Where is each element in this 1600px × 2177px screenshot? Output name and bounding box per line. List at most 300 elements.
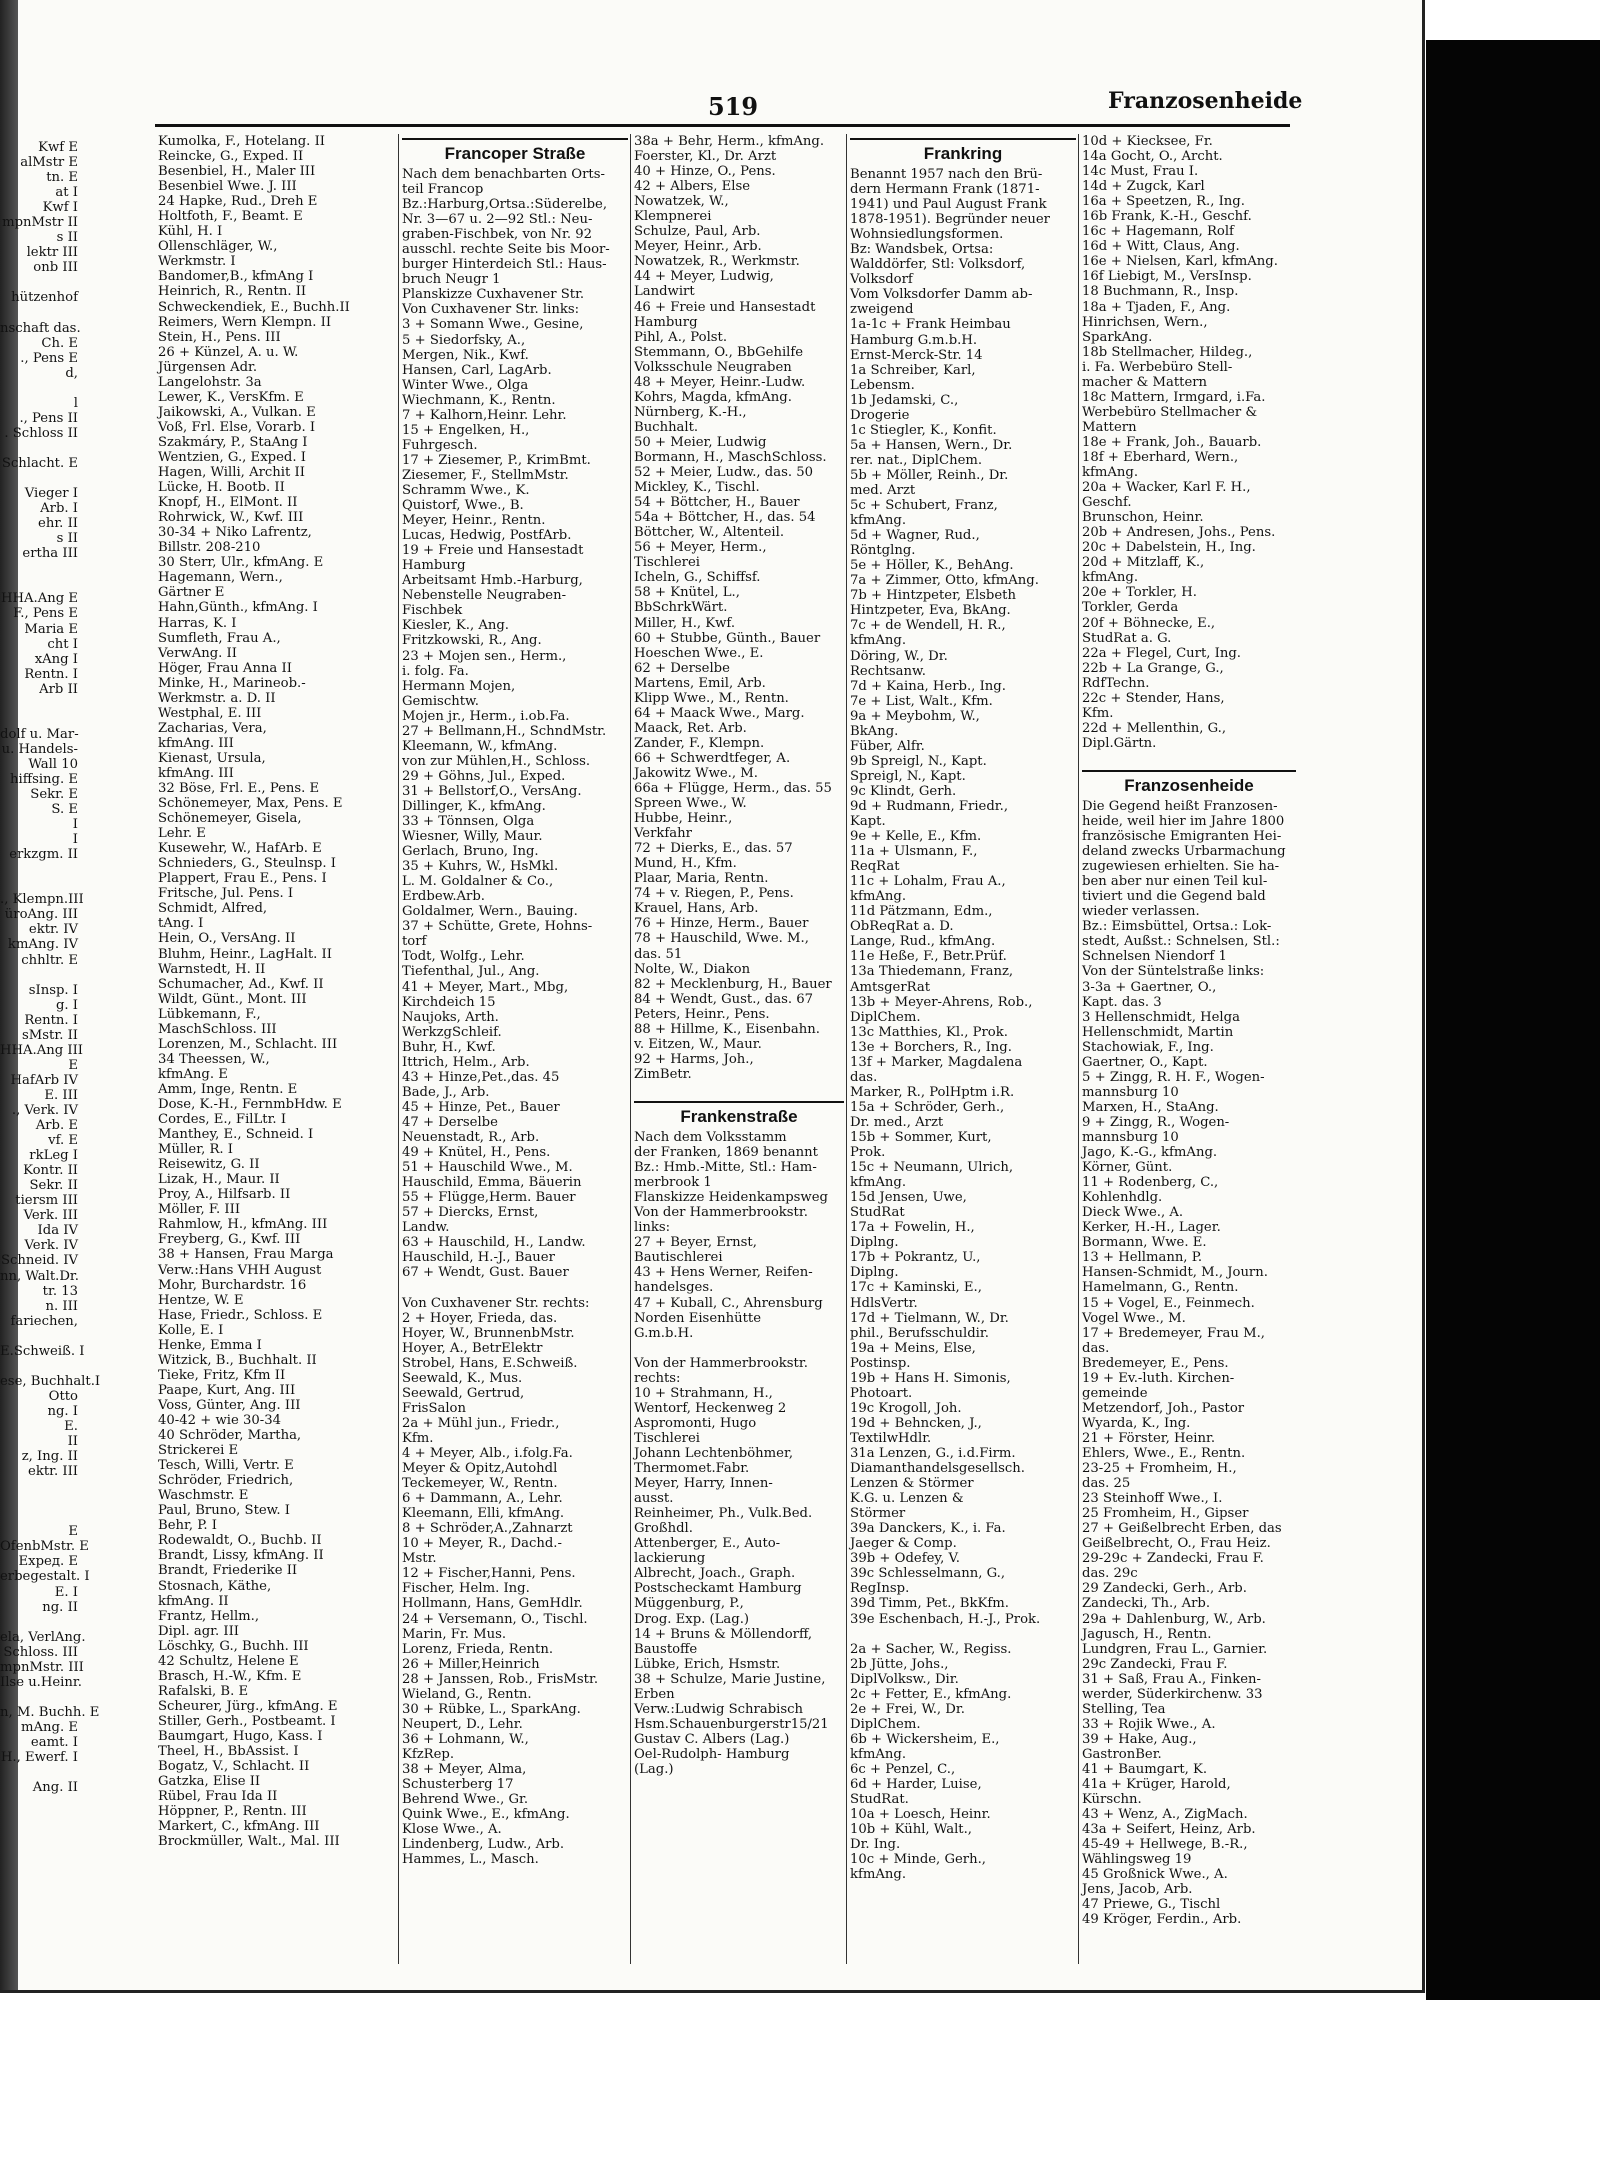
directory-entry: wieder verlassen. [1082, 904, 1200, 920]
directory-entry: HHA.Ang III [0, 1042, 83, 1058]
directory-entry: Tischlerei [634, 1430, 701, 1446]
directory-entry: Klempnerei [634, 209, 712, 225]
directory-entry: Plappert, Frau E., Pens. I [158, 871, 327, 887]
directory-entry: Voss, Günter, Ang. III [158, 1397, 301, 1413]
directory-entry: 5c + Schubert, Franz, [850, 498, 998, 514]
column-2 [402, 134, 628, 1964]
directory-entry: ., Verk. IV [11, 1103, 78, 1118]
directory-entry: alMstr E [20, 155, 78, 171]
directory-entry: Möller, F. III [158, 1202, 241, 1218]
directory-entry: 32 Böse, Frl. E., Pens. E [158, 781, 320, 797]
directory-entry: kfmAng. III [158, 765, 234, 781]
directory-entry: Icheln, G., Schiffsf. [634, 570, 761, 586]
directory-entry: Körner, Günt. [1082, 1160, 1173, 1176]
directory-entry: 22b + La Grange, G., [1082, 660, 1224, 676]
directory-entry: Stosnach, Käthe, [158, 1578, 272, 1594]
directory-entry: 24 Hapke, Rud., Dreh E [158, 194, 318, 210]
directory-entry: 26 + Künzel, A. u. W. [158, 344, 299, 360]
directory-entry: Lenzen & Störmer [850, 1476, 974, 1492]
directory-entry: Billstr. 208-210 [158, 540, 261, 556]
directory-entry: Knopf, H., ElMont. II [158, 495, 298, 511]
directory-entry: 29c Zandecki, Frau F. [1082, 1656, 1228, 1672]
directory-entry [0, 441, 78, 456]
section-rule [850, 138, 1076, 140]
directory-entry: Photoart. [850, 1385, 913, 1401]
directory-entry: Nowatzek, W., [634, 194, 729, 210]
directory-entry: links: [634, 1220, 671, 1236]
directory-entry: Döring, W., Dr. [850, 648, 948, 664]
directory-entry: HafArb IV [10, 1072, 78, 1088]
header-rule [155, 124, 1290, 127]
directory-entry: DiplChem. [850, 1009, 921, 1025]
directory-entry: Verk. III [23, 1208, 78, 1224]
directory-entry: Fritsche, Jul. Pens. I [158, 886, 294, 902]
directory-entry: Maria E [24, 621, 78, 637]
directory-entry: deland zwecks Urbarmachung [1082, 844, 1286, 860]
directory-entry: 13b + Meyer-Ahrens, Rob., [850, 994, 1033, 1010]
directory-entry: Fritzkowski, R., Ang. [402, 633, 542, 649]
directory-entry: Wildt, Günt., Mont. III [158, 991, 307, 1007]
directory-entry: Bormann, Wwe. E. [1082, 1235, 1207, 1251]
directory-entry: Nolte, W., Diakon [634, 961, 751, 977]
directory-entry: 15b + Sommer, Kurt, [850, 1130, 992, 1145]
section-rule [634, 1101, 844, 1103]
directory-entry: Dipl.Gärtn. [1082, 735, 1157, 751]
directory-entry: Jago, K.-G., kfmAng. [1082, 1145, 1218, 1161]
directory-entry: Kwf I [42, 200, 78, 216]
directory-entry: kfmAng. II [158, 1593, 229, 1609]
directory-entry: Hauschild, H.-J., Bauer [402, 1250, 555, 1266]
directory-entry: tiviert und die Gegend bald [1082, 889, 1266, 905]
directory-entry: vf. E [48, 1133, 78, 1149]
directory-entry: 18 Buchmann, R., Insp. [1082, 284, 1239, 300]
directory-entry: kmAng. IV [7, 937, 78, 953]
directory-entry: StudRat a. G. [1082, 630, 1172, 646]
directory-entry: xAng I [34, 651, 78, 667]
directory-entry: Hase, Friedr., Schloss. E [158, 1307, 323, 1323]
directory-entry: Gaertner, O., Kapt. [1082, 1054, 1208, 1070]
directory-entry: Schnelsen Niendorf 1 [1082, 949, 1227, 965]
directory-entry [0, 1479, 78, 1494]
directory-entry: Rentn. I [24, 666, 78, 682]
directory-entry: Ehlers, Wwe., E., Rentn. [1082, 1445, 1246, 1461]
directory-entry: Szakmáry, P., StaAng I [158, 434, 308, 450]
directory-entry: Lindenberg, Ludw., Arb. [402, 1837, 565, 1853]
directory-entry: g. I [55, 997, 78, 1013]
directory-entry: Kürschn. [1082, 1792, 1142, 1808]
directory-entry [634, 1082, 844, 1097]
directory-entry: 82 + Mecklenburg, H., Bauer [634, 976, 832, 992]
directory-entry: Jaikowski, A., Vulkan. E [158, 404, 316, 420]
directory-entry: Schröder, Friedrich, [158, 1473, 294, 1489]
directory-entry: Reimers, Wern Klempn. II [158, 314, 332, 330]
directory-entry: Martens, Emil, Arb. [634, 675, 766, 691]
directory-entry: Stemmann, O., BbGehilfe [634, 344, 804, 360]
directory-entry: 17d + Tielmann, W., Dr. [850, 1310, 1009, 1326]
directory-entry: VerwAng. II [158, 645, 237, 661]
directory-entry: Bandomer,B., kfmAng I [158, 269, 314, 285]
directory-entry: Volksdorf [850, 272, 913, 288]
directory-entry: mpnMstr II [2, 215, 78, 231]
directory-entry: 5b + Möller, Reinh., Dr. [850, 467, 1009, 483]
directory-entry: Zacharias, Vera, [158, 720, 267, 736]
directory-entry: das. [1082, 1340, 1110, 1356]
directory-entry: 2a + Sacher, W., Regiss. [850, 1641, 1012, 1657]
directory-entry: Werkmstr. I [158, 254, 236, 270]
directory-entry: Dipl. agr. III [158, 1623, 240, 1639]
directory-entry: HHA.Ang E [1, 591, 78, 607]
directory-entry: Albrecht, Joach., Graph. [634, 1566, 796, 1582]
directory-entry: 72 + Dierks, E., das. 57 [634, 841, 793, 857]
directory-entry: Kolle, E. I [158, 1322, 224, 1338]
directory-entry: . Schloss II [4, 425, 78, 441]
directory-entry: bruch Neugr 1 [402, 272, 501, 288]
directory-entry: Prok. [850, 1145, 886, 1161]
directory-entry: 24 + Versemann, O., Tischl. [402, 1611, 588, 1627]
directory-entry: Hammes, L., Masch. [402, 1852, 539, 1868]
directory-entry: s II [56, 230, 78, 246]
directory-entry: 38 + Schulze, Marie Justine, [634, 1671, 826, 1687]
directory-entry: kfmAng. [850, 1867, 907, 1883]
directory-entry: Kfm. [1082, 705, 1114, 721]
directory-entry: 5 + Siedorfsky, A., [402, 332, 526, 348]
directory-entry: Von Cuxhavener Str. rechts: [402, 1295, 590, 1311]
directory-entry: Nebenstelle Neugraben- [402, 588, 567, 604]
directory-entry: 3 + Somann Wwe., Gesine, [402, 317, 584, 333]
directory-entry: Rodewaldt, O., Buchb. II [158, 1533, 322, 1549]
directory-entry [0, 1494, 78, 1509]
directory-entry: üroAng. III [4, 907, 78, 923]
directory-entry: Kleemann, W., kfmAng. [402, 738, 558, 754]
directory-entry [0, 1690, 78, 1705]
directory-entry: Von der Hammerbrookstr. [634, 1205, 808, 1221]
directory-entry: 9d + Rudmann, Friedr., [850, 798, 1009, 814]
directory-entry: Sumfleth, Frau A., [158, 630, 281, 646]
directory-entry: 8 + Schröder,A.,Zahnarzt [402, 1521, 573, 1537]
directory-entry: Von Cuxhavener Str. links: [402, 302, 580, 318]
directory-entry: Diplng. [850, 1235, 899, 1251]
directory-entry: Tieke, Fritz, Kfm II [158, 1367, 286, 1383]
directory-entry: Mattern [1082, 419, 1137, 435]
directory-entry: Rafalski, B. E [158, 1683, 249, 1699]
directory-entry: Nach dem Volksstamm [634, 1130, 787, 1145]
directory-entry: Seewald, K., Mus. [402, 1370, 523, 1386]
directory-entry: 52 + Meier, Ludw., das. 50 [634, 465, 814, 481]
directory-entry: 20f + Böhnecke, E., [1082, 615, 1216, 631]
directory-entry: Schönemeyer, Max, Pens. E [158, 796, 343, 812]
directory-entry: Ilse u.Heinr. [0, 1674, 82, 1690]
directory-entry: kfmAng. [850, 513, 907, 529]
directory-entry: Wentorf, Heckenweg 2 [634, 1400, 787, 1416]
directory-entry [0, 275, 78, 290]
directory-entry: 38a + Behr, Herm., kfmAng. [634, 134, 825, 149]
directory-entry: Expeд. E [18, 1554, 78, 1570]
directory-entry: 41a + Krüger, Harold, [1082, 1777, 1231, 1793]
directory-entry: 12 + Fischer,Hanni, Pens. [402, 1566, 576, 1582]
directory-entry: Hamburg [634, 314, 698, 330]
directory-entry: Gatzka, Elise II [158, 1774, 261, 1790]
directory-entry: Flanskizze Heidenkampsweg [634, 1190, 828, 1206]
directory-entry: E. I [54, 1584, 78, 1600]
directory-entry: 39d Timm, Pet., BkKfm. [850, 1596, 1009, 1612]
directory-entry: 10 + Meyer, R., Dachd.- [402, 1536, 562, 1552]
directory-entry: 7a + Zimmer, Otto, kfmAng. [850, 573, 1039, 589]
directory-entry: Stiller, Gerh., Postbeamt. I [158, 1713, 336, 1729]
column-5 [1082, 134, 1296, 1964]
directory-entry: 27 + Geißelbrecht Erben, das [1082, 1521, 1282, 1537]
directory-entry: 11c + Lohalm, Frau A., [850, 874, 1006, 890]
directory-entry: Attenberger, E., Auto- [634, 1536, 781, 1552]
directory-entry: Winter Wwe., Olga [402, 377, 529, 393]
directory-entry: 6b + Wickersheim, E., [850, 1731, 1000, 1747]
directory-entry: Holtfoth, F., Beamt. E [158, 209, 303, 225]
running-head: Franzosenheide [1108, 88, 1303, 114]
directory-entry: 16b Frank, K.-H., Geschf. [1082, 209, 1252, 225]
directory-entry: Sekr. II [29, 1178, 78, 1194]
directory-entry: Mickley, K., Tischl. [634, 480, 760, 496]
directory-entry: 16a + Speetzen, R., Ing. [1082, 194, 1245, 210]
directory-entry [0, 381, 78, 396]
directory-entry: Planskizze Cuxhavener Str. [402, 287, 585, 303]
directory-entry: Stachowiak, F., Ing. [1082, 1039, 1214, 1055]
directory-entry: 1a Schreiber, Karl, [850, 362, 976, 378]
directory-entry: RdfTechn. [1082, 675, 1150, 691]
directory-entry: ZimBetr. [634, 1066, 692, 1082]
directory-entry: l [73, 395, 78, 411]
directory-entry: 39e Eschenbach, H.-J., Prok. [850, 1611, 1041, 1627]
directory-entry: E. III [44, 1087, 78, 1103]
directory-entry: Bogatz, V., Schlacht. II [158, 1759, 310, 1775]
directory-entry: Ziesemer, F., StellmMstr. [402, 467, 569, 483]
directory-entry [0, 306, 78, 321]
directory-entry: i. folg. Fa. [402, 663, 469, 679]
directory-entry: nschaft das. [0, 320, 81, 336]
directory-entry: 19 + Ev.-luth. Kirchen- [1082, 1370, 1235, 1386]
directory-entry: Diplng. [850, 1265, 899, 1281]
directory-entry: 39c Schlesselmann, G., [850, 1566, 1006, 1582]
directory-entry: Erdbew.Arb. [402, 889, 485, 905]
directory-entry: kfmAng. E [158, 1066, 228, 1082]
directory-entry: Lundgren, Frau L., Garnier. [1082, 1641, 1268, 1657]
directory-entry: 10d + Kiecksee, Fr. [1082, 134, 1213, 149]
directory-entry: 6c + Penzel, C., [850, 1761, 956, 1777]
directory-entry: Gustav C. Albers (Lag.) [634, 1731, 790, 1747]
directory-entry: 28 + Janssen, Rob., FrisMstr. [402, 1671, 599, 1687]
directory-entry: Kontr. II [23, 1163, 78, 1179]
directory-entry: 2c + Fetter, E., kfmAng. [850, 1686, 1012, 1702]
directory-entry: Vieger I [24, 486, 78, 502]
directory-entry: L. M. Goldalner & Co., [402, 874, 554, 890]
directory-entry: 47 + Derselbe [402, 1114, 498, 1130]
directory-entry: Cordes, E., FilLtr. I [158, 1112, 287, 1128]
directory-entry: 40 + Hinze, O., Pens. [634, 164, 776, 180]
directory-entry: Buchhalt. [634, 419, 699, 435]
directory-entry: 46 + Freie und Hansestadt [634, 299, 816, 315]
directory-entry: Tesch, Willi, Vertr. E [158, 1458, 294, 1474]
directory-entry: Kusewehr, W., HafArb. E [158, 841, 322, 857]
directory-entry: Ch. E [41, 335, 78, 351]
directory-entry: Hellenschmidt, Martin [1082, 1024, 1234, 1040]
directory-entry: Krauel, Hans, Arb. [634, 901, 759, 917]
directory-entry: E. [64, 1418, 78, 1434]
directory-entry: Schneid. IV [1, 1253, 78, 1269]
directory-entry: Strickerei E [158, 1443, 239, 1459]
directory-entry: Wall 10 [28, 756, 78, 772]
directory-entry: Neupert, D., Lehr. [402, 1716, 523, 1732]
directory-entry: Seewald, Gertrud, [402, 1385, 525, 1401]
directory-entry: Freyberg, G., Kwf. III [158, 1232, 301, 1248]
directory-entry: 14d + Zugck, Karl [1082, 179, 1205, 195]
directory-entry [850, 1627, 1076, 1642]
directory-entry: Lange, Rud., kfmAng. [850, 934, 996, 950]
directory-entry: 45-49 + Hellwege, B.-R., [1082, 1837, 1248, 1853]
directory-entry: 18f + Eberhard, Wern., [1082, 449, 1239, 465]
directory-entry: Minke, H., Marineob.- [158, 675, 306, 691]
directory-entry: 20e + Torkler, H. [1082, 585, 1197, 601]
directory-entry: Fischer, Helm. Ing. [402, 1581, 530, 1597]
directory-entry: 18e + Frank, Joh., Bauarb. [1082, 434, 1262, 450]
directory-entry: 29 + Göhns, Jul., Exped. [402, 768, 566, 784]
directory-entry: Bredemeyer, E., Pens. [1082, 1355, 1229, 1371]
directory-entry: Dr. Ing. [850, 1837, 901, 1853]
directory-entry: FrisSalon [402, 1400, 466, 1416]
directory-entry: Wählingsweg 19 [1082, 1852, 1192, 1868]
directory-entry: Behrend Wwe., Gr. [402, 1792, 529, 1808]
directory-entry: graben-Fischbek, von Nr. 92 [402, 227, 593, 243]
directory-entry: 55 + Flügge,Herm. Bauer [402, 1190, 576, 1206]
directory-entry: GastronBer. [1082, 1746, 1162, 1762]
directory-entry: Otto [48, 1388, 78, 1404]
directory-entry: II [67, 1434, 78, 1450]
directory-entry: dolf u. Mar- [0, 726, 79, 742]
directory-entry: Rübel, Frau Ida II [158, 1789, 278, 1805]
directory-entry: StudRat [850, 1205, 905, 1221]
directory-entry: 5d + Wagner, Rud., [850, 528, 980, 544]
directory-entry: Brunschon, Heinr. [1082, 510, 1204, 526]
directory-entry: 42 Schultz, Helene E [158, 1653, 299, 1669]
directory-entry: 62 + Derselbe [634, 660, 730, 676]
directory-entry: Wieland, G., Rentn. [402, 1686, 532, 1702]
directory-entry: Jagusch, H., Rentn. [1082, 1626, 1212, 1642]
directory-entry: 27 + Beyer, Ernst, [634, 1235, 757, 1251]
directory-entry: Aspromonti, Hugo [634, 1415, 757, 1431]
directory-entry [0, 576, 78, 591]
directory-entry [0, 1329, 78, 1344]
directory-entry: 33 + Rojik Wwe., A. [1082, 1716, 1216, 1732]
directory-entry: i. Fa. Werbebüro Stell- [1082, 359, 1233, 375]
directory-entry: Hintzpeter, Eva, BkAng. [850, 603, 1011, 619]
directory-entry: E [68, 1057, 78, 1073]
directory-entry: 13e + Borchers, R., Ing. [850, 1039, 1012, 1055]
directory-entry: TextilwHdlr. [850, 1430, 932, 1446]
directory-entry: Harras, K. I [158, 615, 237, 631]
directory-entry: Schmidt, Alfred, [158, 901, 268, 917]
directory-entry: Meyer, Harry, Innen- [634, 1476, 773, 1492]
directory-entry: 14c Must, Frau I. [1082, 164, 1199, 180]
directory-entry: 23 + Mojen sen., Herm., [402, 648, 567, 664]
directory-entry: 29a + Dahlenburg, W., Arb. [1082, 1611, 1266, 1627]
directory-entry: Böttcher, W., Altenteil. [634, 525, 785, 541]
directory-entry: Kumolka, F., Hotelang. II [158, 134, 325, 149]
directory-entry: 76 + Hinze, Herm., Bauer [634, 916, 809, 932]
directory-entry: chhltr. E [21, 952, 78, 968]
directory-entry: der Franken, 1869 benannt [634, 1145, 818, 1161]
directory-entry: Kleemann, Elli, kfmAng. [402, 1506, 565, 1522]
directory-entry: OfenbMstr. E [0, 1539, 89, 1555]
directory-entry: ausst. [634, 1491, 674, 1507]
directory-entry: Hamelmann, G., Rentn. [1082, 1280, 1239, 1296]
directory-entry: ese, Buchhalt.I [0, 1373, 101, 1389]
directory-entry: Brandt, Lissy, kfmAng. II [158, 1548, 324, 1564]
directory-entry: Mstr. [402, 1551, 437, 1567]
directory-entry: 2b Jütte, Johs., [850, 1656, 949, 1672]
directory-entry: Kienast, Ursula, [158, 750, 266, 766]
directory-entry: stedt, Außst.: Schnelsen, Stl.: [1082, 934, 1280, 950]
directory-entry [0, 862, 78, 877]
directory-entry: onb III [33, 260, 78, 276]
directory-entry: tiersm III [15, 1193, 78, 1209]
directory-entry: Löschky, G., Buchh. III [158, 1638, 309, 1654]
directory-entry: 35 + Kuhrs, W., HsMkl. [402, 859, 559, 875]
directory-entry: Foerster, Kl., Dr. Arzt [634, 149, 777, 165]
directory-entry [0, 968, 78, 983]
directory-entry: ., Pens E [20, 350, 78, 366]
directory-entry: Meyer, Heinr., Arb. [634, 239, 762, 255]
directory-entry: Reisewitz, G. II [158, 1157, 260, 1173]
column-4 [850, 134, 1076, 1964]
directory-entry: StudRat. [850, 1792, 909, 1808]
directory-entry: Schweckendiek, E., Buchh.II [158, 299, 350, 315]
directory-entry: 56 + Meyer, Herm., [634, 540, 767, 556]
directory-entry: Von der Hammerbrookstr. [634, 1355, 808, 1371]
directory-entry: 20b + Andresen, Johs., Pens. [1082, 525, 1276, 541]
directory-entry: 9e + Kelle, E., Kfm. [850, 829, 982, 845]
directory-entry: kfmAng. [1082, 465, 1139, 481]
directory-entry: Schloss. III [3, 1644, 78, 1660]
directory-entry: Arbeitsamt Hmb.-Harburg, [402, 573, 583, 589]
directory-entry: Postinsp. [850, 1355, 911, 1371]
directory-entry: Kwf E [38, 140, 78, 155]
directory-entry: 1b Jedamski, C., [850, 392, 959, 408]
directory-entry: n, M. Buchh. E [0, 1704, 100, 1720]
directory-entry: sInsp. I [28, 982, 78, 998]
directory-entry: Hahn,Günth., kfmAng. I [158, 600, 318, 616]
directory-entry: Fuhrgesch. [402, 437, 478, 453]
directory-entry: 19c Krogoll, Joh. [850, 1400, 962, 1416]
directory-entry: 13c Matthies, Kl., Prok. [850, 1024, 1008, 1040]
directory-entry: Bormann, H., MaschSchloss. [634, 449, 827, 465]
directory-entry: 15c + Neumann, Ulrich, [850, 1160, 1014, 1176]
directory-entry: 15d Jensen, Uwe, [850, 1190, 967, 1206]
directory-entry: Hansen-Schmidt, M., Journ. [1082, 1265, 1268, 1281]
directory-entry: 54a + Böttcher, H., das. 54 [634, 510, 816, 526]
directory-entry: 3-3a + Gaertner, O., [1082, 979, 1217, 995]
directory-entry: Gärtner E [158, 585, 225, 601]
directory-entry: werder, Süderkirchenw. 33 [1082, 1686, 1263, 1702]
directory-entry [0, 471, 78, 486]
directory-entry: Die Gegend heißt Franzosen- [1082, 798, 1278, 814]
directory-entry: 18c Mattern, Irmgard, i.Fa. [1082, 389, 1266, 405]
directory-entry: rkLeg I [29, 1148, 78, 1164]
directory-entry: 41 + Meyer, Mart., Mbg, [402, 979, 569, 995]
directory-entry: Wiesner, Willy, Maur. [402, 829, 543, 845]
directory-entry: 39a Danckers, K., i. Fa. [850, 1521, 1006, 1537]
directory-entry: 57 + Diercks, Ernst, [402, 1205, 539, 1221]
directory-entry: ReqRat [850, 859, 900, 875]
directory-entry: 11d Pätzmann, Edm., [850, 904, 993, 920]
directory-entry: Tiefenthal, Jul., Ang. [402, 964, 540, 980]
directory-entry: 6d + Harder, Luise, [850, 1777, 982, 1793]
